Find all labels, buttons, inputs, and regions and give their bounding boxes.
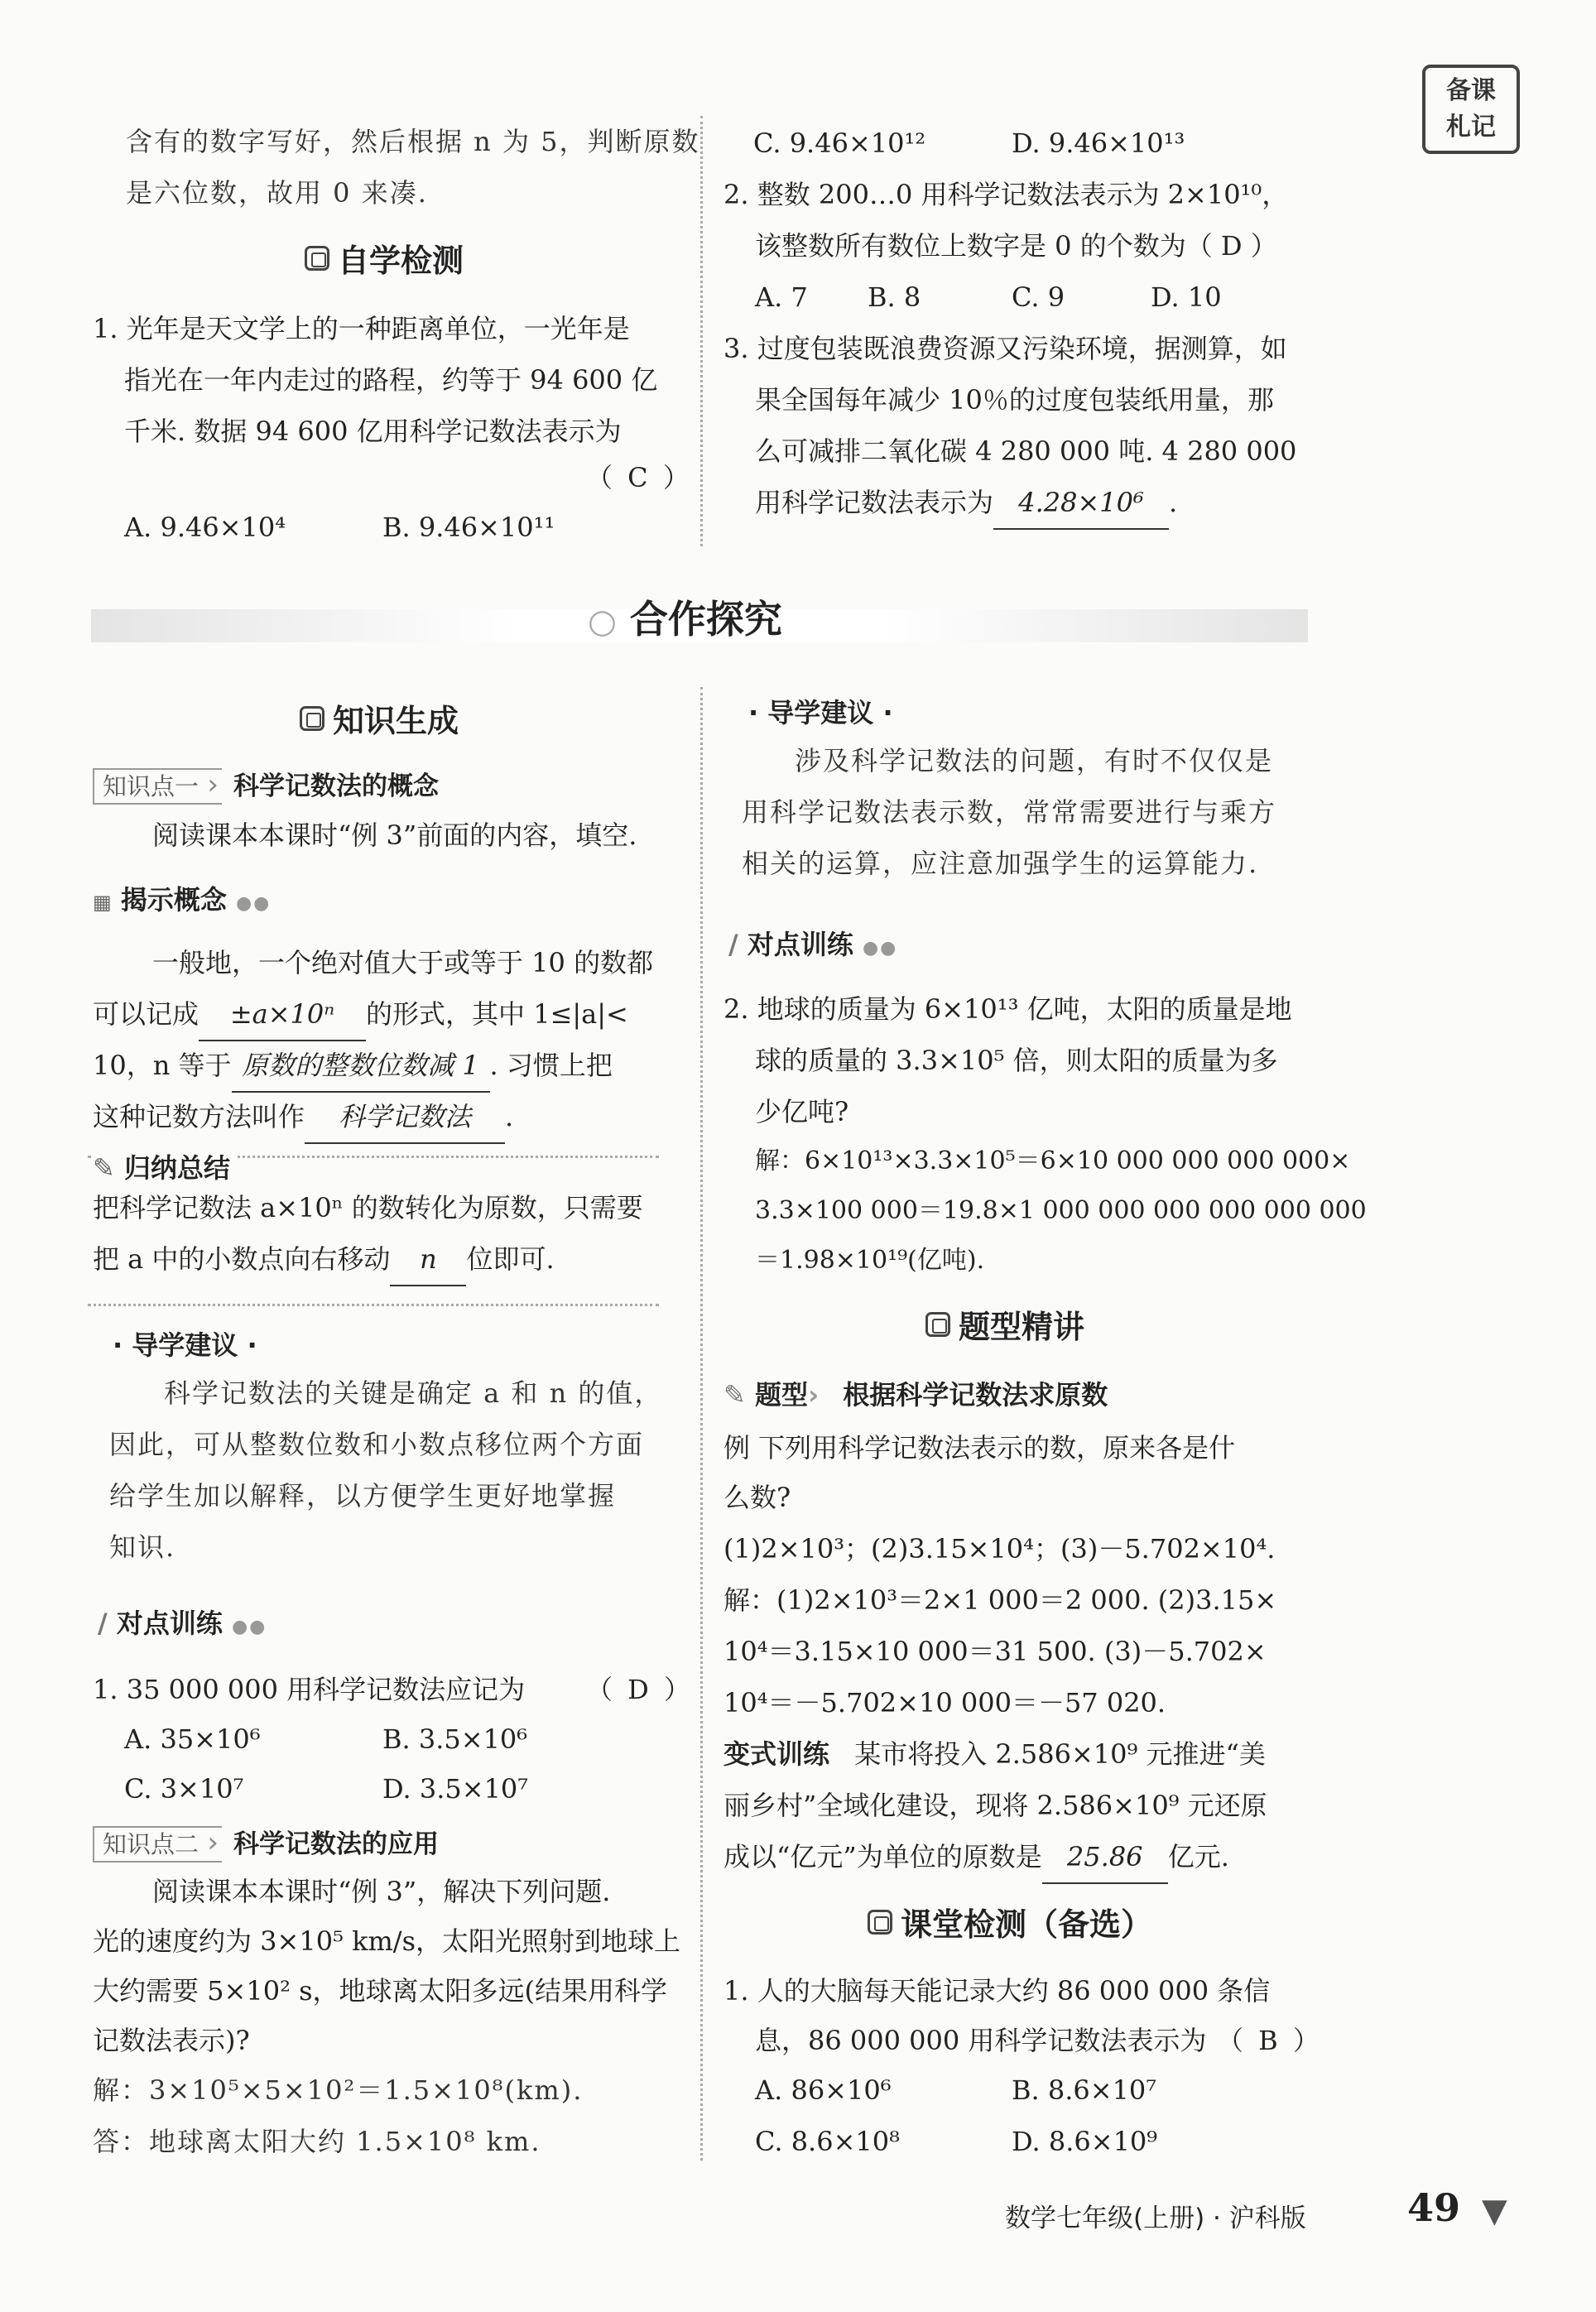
concept-blank-name: 科学记数法 bbox=[305, 1091, 505, 1144]
kp2-header bbox=[93, 1823, 439, 1863]
chevron-right-icon: › bbox=[807, 1379, 820, 1411]
q1-line1: 1. 光年是天文学上的一种距离单位，一光年是 bbox=[93, 313, 630, 344]
q1-optB: B. 9.46×10¹¹ bbox=[382, 512, 555, 543]
page-number: 49 bbox=[1407, 2185, 1461, 2230]
q2-optB: B. 8 bbox=[868, 281, 921, 313]
left-guide-line2: 因此，可从整数位数和小数点移位两个方面 bbox=[109, 1429, 645, 1460]
concept-blank-n: 原数的整数位数减 1 bbox=[232, 1040, 490, 1093]
stamp-line2: 札记 bbox=[1446, 113, 1496, 142]
variant-line1 bbox=[723, 1728, 1266, 1780]
right-guide-title: · 导学建议 · bbox=[748, 697, 893, 728]
p1-optD: D. 3.5×10⁷ bbox=[382, 1773, 529, 1805]
right-practice-heading bbox=[728, 924, 897, 962]
kp2-title: 科学记数法的应用 bbox=[233, 1829, 440, 1859]
top-column-divider bbox=[700, 116, 703, 546]
q2-line1: 2. 整数 200…0 用科学记数法表示为 2×10¹⁰， bbox=[723, 179, 1289, 210]
ex-sol2: 10⁴＝3.15×10 000＝31 500. (3)－5.702× bbox=[723, 1636, 1267, 1667]
q2-optA: A. 7 bbox=[755, 281, 808, 313]
kp1-header bbox=[93, 765, 439, 805]
q1-answer: （ C ） bbox=[586, 462, 693, 493]
concept-line3-prefix: 10，n 等于 bbox=[93, 1050, 232, 1081]
p1-optB: B. 3.5×10⁶ bbox=[382, 1723, 528, 1755]
q1-line2: 指光在一年内走过的路程，约等于 94 600 亿 bbox=[124, 364, 658, 396]
q3-line4 bbox=[755, 477, 1177, 530]
summary-blank: n bbox=[390, 1233, 466, 1286]
concept-line4 bbox=[93, 1091, 513, 1144]
kp2-tag: 知识点二 › bbox=[93, 1826, 222, 1863]
q1-optC: C. 9.46×10¹² bbox=[753, 127, 926, 159]
p2-line1: 2. 地球的质量为 6×10¹³ 亿吨，太阳的质量是地 bbox=[723, 993, 1292, 1025]
c1-optA: A. 86×10⁶ bbox=[755, 2074, 892, 2106]
summary-line2 bbox=[93, 1233, 555, 1286]
variant-label: 变式训练 bbox=[723, 1738, 830, 1770]
c1-optB: B. 8.6×10⁷ bbox=[1012, 2074, 1157, 2106]
kp2-line3: 记数法表示)? bbox=[93, 2025, 250, 2056]
c1-line1: 1. 人的大脑每天能记录大约 86 000 000 条信 bbox=[723, 1975, 1271, 2007]
knowledge-title: 知识生成 bbox=[333, 703, 459, 739]
summary-line1: 把科学记数法 a×10ⁿ 的数转化为原数，只需要 bbox=[93, 1192, 643, 1223]
q3-line1: 3. 过度包装既浪费资源又污染环境，据测算，如 bbox=[723, 333, 1287, 364]
summary-line2-prefix: 把 a 中的小数点向右移动 bbox=[93, 1243, 391, 1275]
q1-optD: D. 9.46×10¹³ bbox=[1012, 127, 1185, 159]
p1-answer: （ D ） bbox=[586, 1674, 695, 1705]
reveal-title: 揭示概念 bbox=[120, 884, 227, 916]
type-name: 根据科学记数法求原数 bbox=[843, 1379, 1108, 1411]
kp2-reply: 答：地球离太阳大约 1.5×10⁸ km. bbox=[93, 2126, 541, 2157]
concept-line3-suffix: . 习惯上把 bbox=[489, 1050, 613, 1081]
p2-sol1: 解：6×10¹³×3.3×10⁵＝6×10 000 000 000 000× bbox=[755, 1146, 1351, 1175]
self-check-icon bbox=[305, 246, 329, 271]
class-check-icon bbox=[868, 1910, 892, 1935]
left-guide-line4: 知识. bbox=[109, 1531, 176, 1563]
left-practice-heading bbox=[98, 1603, 267, 1641]
reveal-heading bbox=[93, 879, 271, 917]
kp2-line1: 光的速度约为 3×10⁵ km/s，太阳光照射到地球上 bbox=[93, 1925, 681, 1957]
q1-line3: 千米. 数据 94 600 亿用科学记数法表示为 bbox=[124, 416, 622, 447]
c1-line2: 息，86 000 000 用科学记数法表示为 bbox=[755, 2025, 1207, 2056]
c1-optC: C. 8.6×10⁸ bbox=[755, 2126, 900, 2157]
right-practice-title: 对点训练 bbox=[747, 929, 853, 960]
knowledge-icon bbox=[300, 706, 324, 731]
p1-optA: A. 35×10⁶ bbox=[124, 1723, 261, 1755]
dots-icon: ●● bbox=[231, 1617, 267, 1637]
ex-line2: 么数? bbox=[723, 1482, 791, 1513]
corner-arrow-icon: ▼ bbox=[1482, 2192, 1507, 2230]
dots-icon: ●● bbox=[235, 893, 272, 914]
lesson-notes-stamp bbox=[1422, 65, 1520, 154]
footer-book-title: 数学七年级(上册) · 沪科版 bbox=[1005, 2204, 1306, 2233]
knowledge-heading bbox=[300, 695, 459, 741]
variant-line3-suffix: 亿元. bbox=[1167, 1841, 1229, 1872]
type-label: 题型 bbox=[754, 1379, 808, 1411]
p1-line: 1. 35 000 000 用科学记数法应记为 bbox=[93, 1674, 526, 1705]
c1-optD: D. 8.6×10⁹ bbox=[1012, 2126, 1158, 2157]
type-title: 题型精讲 bbox=[959, 1309, 1085, 1345]
type-icon bbox=[925, 1312, 950, 1337]
q3-line2: 果全国每年减少 10％的过度包装纸用量，那 bbox=[755, 384, 1274, 416]
p1-optC: C. 3×10⁷ bbox=[124, 1773, 244, 1805]
p2-line2: 球的质量的 3.3×10⁵ 倍，则太阳的质量为多 bbox=[755, 1045, 1278, 1076]
slash-icon: / bbox=[98, 1608, 108, 1639]
q2-line2: 该整数所有数位上数字是 0 的个数为（ D ） bbox=[755, 230, 1277, 262]
self-check-title: 自学检测 bbox=[338, 243, 464, 279]
dots-icon: ●● bbox=[862, 938, 898, 959]
summary-heading bbox=[93, 1147, 237, 1185]
q3-line4-prefix: 用科学记数法表示为 bbox=[755, 487, 994, 518]
concept-line2-prefix: 可以记成 bbox=[93, 998, 200, 1030]
right-guide-line1: 涉及科学记数法的问题，有时不仅仅是 bbox=[795, 745, 1274, 776]
p2-sol2: 3.3×100 000＝19.8×1 000 000 000 000 000 000 bbox=[755, 1196, 1367, 1225]
summary-title: 归纳总结 bbox=[123, 1152, 230, 1184]
concept-line4-prefix: 这种记数方法叫作 bbox=[93, 1101, 305, 1132]
concept-line2-suffix: 的形式，其中 1≤|a|< bbox=[366, 998, 628, 1030]
intro-line2: 是六位数，故用 0 来凑. bbox=[126, 177, 428, 209]
concept-line2 bbox=[93, 988, 628, 1041]
kp1-tag: 知识点一 › bbox=[93, 768, 222, 805]
q2-optD: D. 10 bbox=[1151, 281, 1222, 313]
p2-sol3: ＝1.98×10¹⁹(亿吨). bbox=[755, 1246, 985, 1275]
ex-line1: 例 下列用科学记数法表示的数，原来各是什 bbox=[723, 1432, 1236, 1464]
q1-optA: A. 9.46×10⁴ bbox=[124, 512, 286, 543]
left-guide-line3: 给学生加以解释，以方便学生更好地掌握 bbox=[109, 1480, 617, 1512]
intro-line1: 含有的数字写好，然后根据 n 为 5，判断原数 bbox=[126, 126, 700, 157]
variant-line3-prefix: 成以“亿元”为单位的原数是 bbox=[723, 1841, 1042, 1872]
type-row bbox=[723, 1374, 1108, 1412]
magnifier-icon: ○ bbox=[588, 603, 617, 641]
pencil-icon: ✎ bbox=[723, 1379, 746, 1411]
variant-line3 bbox=[723, 1831, 1229, 1884]
self-check-heading bbox=[305, 235, 464, 281]
variant-line2: 丽乡村”全域化建设，现将 2.586×10⁹ 元还原 bbox=[723, 1790, 1267, 1821]
q3-line4-suffix: . bbox=[1169, 487, 1178, 518]
summary-line2-suffix: 位即可. bbox=[466, 1243, 555, 1275]
class-check-heading bbox=[868, 1899, 1152, 1944]
ex-sol1: 解：(1)2×10³＝2×1 000＝2 000. (2)3.15× bbox=[723, 1584, 1277, 1616]
left-practice-title: 对点训练 bbox=[116, 1608, 223, 1639]
ex-sol3: 10⁴＝－5.702×10 000＝－57 020. bbox=[723, 1687, 1166, 1718]
kp2-read: 阅读课本本课时“例 3”，解决下列问题. bbox=[152, 1876, 611, 1907]
q3-line3: 么可减排二氧化碳 4 280 000 吨. 4 280 000 bbox=[755, 435, 1297, 467]
pencil-icon: ✎ bbox=[93, 1152, 115, 1184]
c1-answer: （ B ） bbox=[1217, 2025, 1323, 2056]
kp1-read: 阅读课本本课时“例 3”前面的内容，填空. bbox=[152, 820, 637, 851]
p2-line3: 少亿吨? bbox=[755, 1096, 849, 1127]
main-column-divider bbox=[700, 687, 703, 2161]
right-guide-line3: 相关的运算，应注意加强学生的运算能力. bbox=[742, 848, 1259, 879]
right-guide-line2: 用科学记数法表示数，常常需要进行与乘方 bbox=[742, 796, 1277, 828]
concept-line1: 一般地，一个绝对值大于或等于 10 的数都 bbox=[152, 947, 654, 978]
q2-optC: C. 9 bbox=[1012, 281, 1065, 313]
kp2-line2: 大约需要 5×10² s，地球离太阳多远(结果用科学 bbox=[93, 1975, 667, 2007]
type-heading bbox=[925, 1301, 1084, 1347]
ex-line3: (1)2×10³；(2)3.15×10⁴；(3)－5.702×10⁴. bbox=[723, 1533, 1276, 1565]
concept-line3 bbox=[93, 1040, 613, 1093]
variant-text1: 某市将投入 2.586×10⁹ 元推进“美 bbox=[854, 1738, 1266, 1770]
kp2-solution: 解：3×10⁵×5×10²＝1.5×10⁸(km). bbox=[93, 2074, 584, 2106]
variant-blank: 25.86 bbox=[1042, 1831, 1168, 1884]
slash-icon: / bbox=[728, 929, 738, 960]
concept-line4-suffix: . bbox=[505, 1101, 514, 1132]
class-check-title: 课堂检测（备选） bbox=[901, 1906, 1153, 1943]
q3-answer-blank: 4.28×10⁶ bbox=[993, 477, 1169, 530]
left-guide-title: · 导学建议 · bbox=[113, 1329, 257, 1361]
left-guide-line1: 科学记数法的关键是确定 a 和 n 的值， bbox=[164, 1377, 663, 1409]
cooperate-banner bbox=[588, 589, 782, 644]
cooperate-title: 合作探究 bbox=[629, 597, 782, 642]
grid-icon: ▦ bbox=[93, 891, 112, 914]
kp1-title: 科学记数法的概念 bbox=[233, 771, 440, 801]
stamp-line1: 备课 bbox=[1446, 76, 1496, 105]
concept-blank-form: ±a×10ⁿ bbox=[199, 988, 366, 1041]
